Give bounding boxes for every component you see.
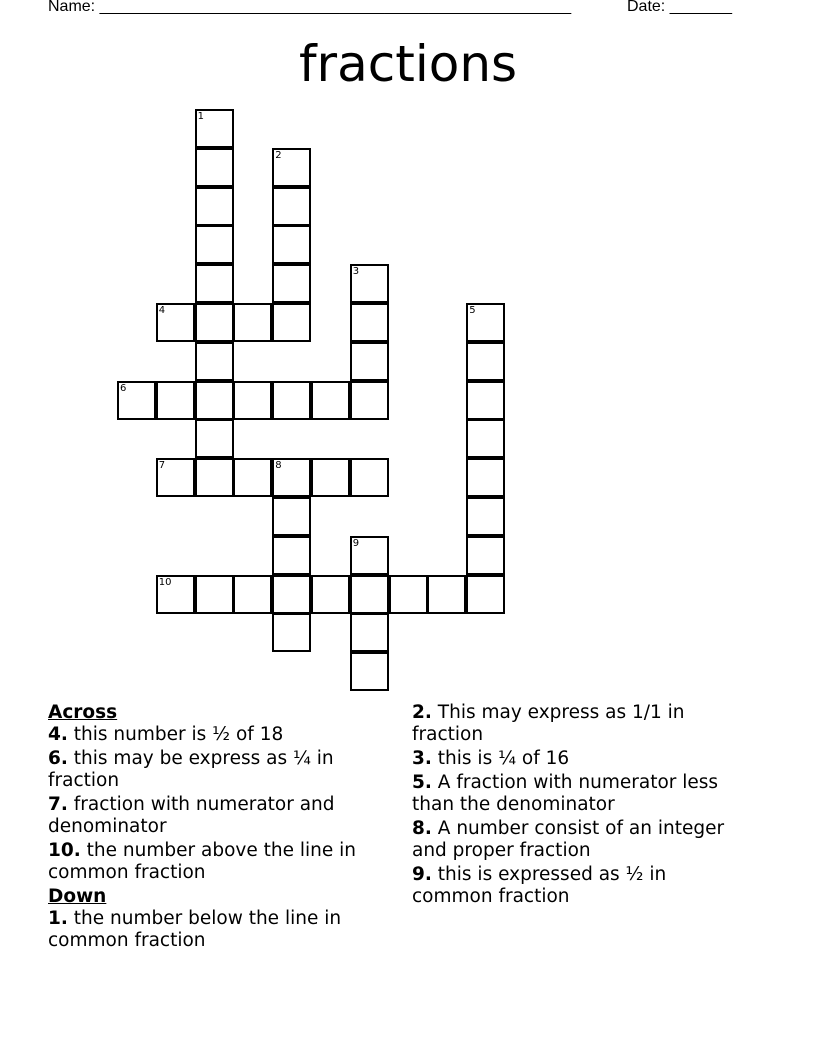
crossword-cell[interactable] [272,187,311,226]
crossword-cell[interactable] [350,381,389,420]
clue-item-text: the number below the line in common fraction [48,908,342,951]
clue-item [412,702,752,746]
crossword-cell[interactable] [466,536,505,575]
clue-item-number: 6. [48,748,68,769]
across-heading: Across [48,702,118,723]
crossword-cell[interactable] [117,381,156,420]
down-heading: Down [48,886,107,907]
crossword-cell[interactable] [233,575,272,614]
crossword-cell[interactable] [350,303,389,342]
crossword-cell[interactable] [466,575,505,614]
crossword-cell[interactable] [272,264,311,303]
clues-left-column [48,702,388,954]
crossword-cell[interactable] [272,303,311,342]
clue-item-text: This may express as 1/1 in fraction [412,702,685,745]
name-field-label: Name: _____________________________________________________ [48,0,572,15]
clue-item-text: this is expressed as ½ in common fraction [412,864,667,907]
crossword-cell[interactable] [272,613,311,652]
crossword-cell[interactable] [195,303,234,342]
clue-item-text: fraction with numerator and denominator [48,794,335,837]
clue-item [48,794,388,838]
crossword-cell[interactable] [272,536,311,575]
clue-item-number: 4. [48,724,68,745]
crossword-cell[interactable] [272,575,311,614]
crossword-cell[interactable] [350,342,389,381]
clue-number: 8 [275,460,282,472]
crossword-cell[interactable] [195,148,234,187]
crossword-cell[interactable] [466,458,505,497]
clue-item-text: A number consist of an integer and proper fraction [412,818,725,861]
crossword-cell[interactable] [195,419,234,458]
crossword-cell[interactable] [272,381,311,420]
crossword-cell[interactable] [350,575,389,614]
crossword-cell[interactable] [233,303,272,342]
clue-number: 9 [352,537,360,549]
crossword-cell[interactable] [466,303,505,342]
crossword-cell[interactable] [272,497,311,536]
clue-number: 1 [197,111,204,122]
crossword-cell[interactable] [466,342,505,381]
clue-item-text: this may be express as ¼ in fraction [48,748,334,791]
crossword-cell[interactable] [195,458,234,497]
page-title: fractions [298,35,518,93]
crossword-cell[interactable] [350,458,389,497]
clue-item-number: 5. [412,772,432,793]
date-field-label: Date: _______ [627,0,732,15]
clue-item-number: 9. [412,864,432,885]
crossword-cell[interactable] [389,575,428,614]
down-clue-list-continued [412,702,752,908]
clue-item [412,818,752,862]
crossword-cell[interactable] [195,575,234,614]
crossword-cell[interactable] [311,575,350,614]
crossword-cell[interactable] [350,536,389,575]
crossword-cell[interactable] [156,303,195,342]
crossword-cell[interactable] [350,613,389,652]
across-clue-list [48,724,388,884]
crossword-cell[interactable] [195,109,234,148]
crossword-cell[interactable] [272,458,311,497]
clue-number: 3 [352,266,360,278]
down-clue-list [48,908,388,952]
clue-number: 7 [158,460,166,472]
crossword-cell[interactable] [466,497,505,536]
crossword-cell[interactable] [233,458,272,497]
crossword-cell[interactable] [156,458,195,497]
clue-item-number: 8. [412,818,432,839]
clue-item-text: this is ¼ of 16 [431,748,570,769]
clue-item [48,724,388,746]
clue-item-number: 3. [412,748,432,769]
crossword-cell[interactable] [466,381,505,420]
clue-item [48,748,388,792]
crossword-cell[interactable] [272,225,311,264]
clue-item-text: this number is ½ of 18 [67,724,284,745]
clue-item-number: 1. [48,908,68,929]
clue-number: 5 [469,305,476,316]
crossword-cell[interactable] [195,342,234,381]
clues-right-column [412,702,752,910]
clue-number: 10 [158,576,172,588]
clue-number: 2 [275,149,282,161]
crossword-cell[interactable] [233,381,272,420]
clue-number: 6 [120,382,127,394]
crossword-cell[interactable] [427,575,466,614]
crossword-cell[interactable] [350,652,389,691]
crossword-cell[interactable] [350,264,389,303]
clue-item-number: 7. [48,794,68,815]
crossword-cell[interactable] [195,187,234,226]
crossword-cell[interactable] [272,148,311,187]
clue-item [412,864,752,908]
clue-item [48,908,388,952]
crossword-cell[interactable] [466,419,505,458]
clue-item-text: A fraction with numerator less than the denominator [412,772,719,815]
crossword-cell[interactable] [195,264,234,303]
clue-number: 4 [158,305,166,316]
clue-item [412,748,752,770]
crossword-cell[interactable] [156,381,195,420]
clue-item-number: 2. [412,702,432,723]
crossword-cell[interactable] [195,225,234,264]
crossword-cell[interactable] [311,458,350,497]
clue-item-text: the number above the line in common fraction [48,840,356,883]
clue-item [48,840,388,884]
crossword-cell[interactable] [195,381,234,420]
crossword-cell[interactable] [311,381,350,420]
clue-item [412,772,752,816]
clue-item-number: 10. [48,840,81,861]
crossword-cell[interactable] [156,575,195,614]
